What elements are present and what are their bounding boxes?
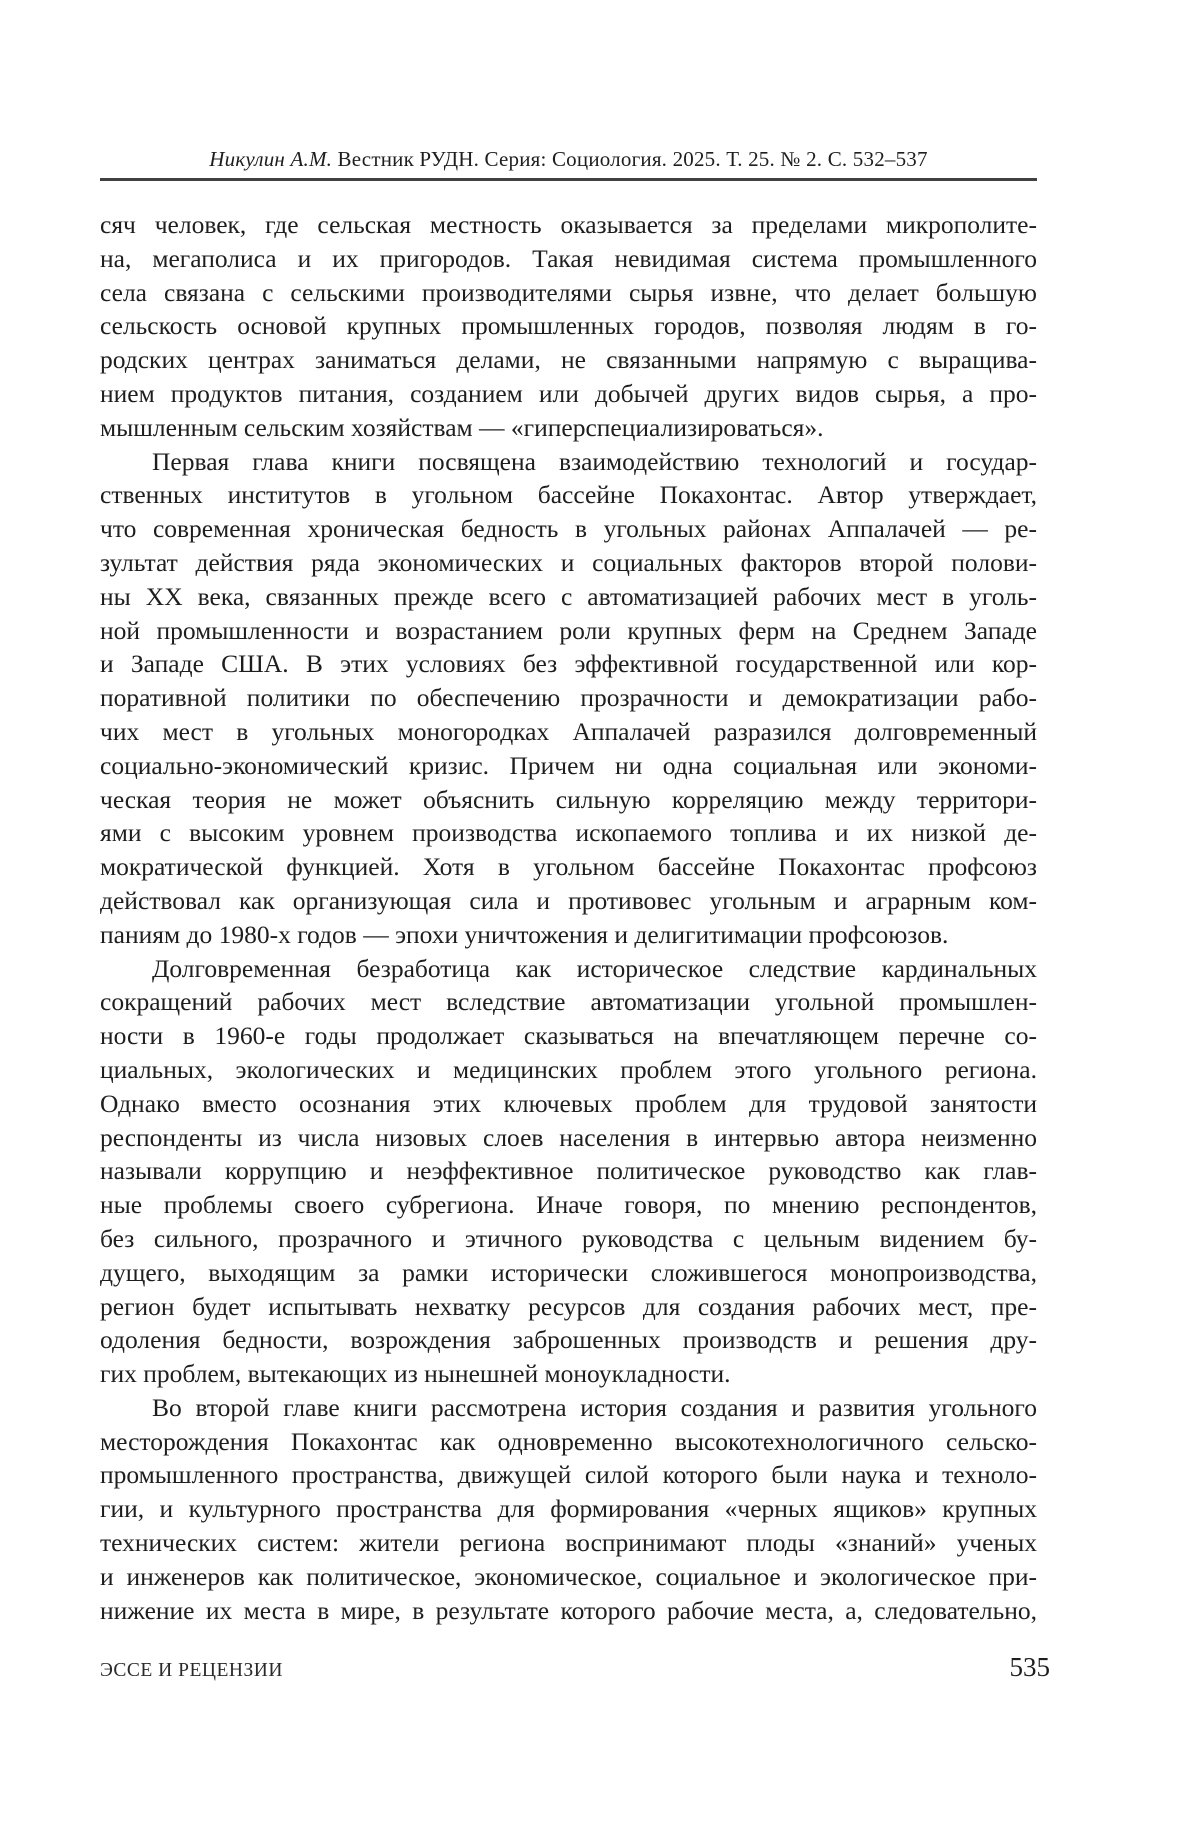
running-head bbox=[100, 146, 1037, 172]
text-line: ственных институтов в угольном бассейне Покахонтас. Автор утверждает, bbox=[100, 480, 1037, 510]
text-line: чих мест в угольных моногородках Аппалачей разразился долговременный bbox=[100, 716, 1037, 746]
text-line: зультат действия ряда экономических и социальных факторов второй полови- bbox=[100, 547, 1037, 577]
text-line: ности в 1960-е годы продолжает сказываться на впечатляющем перечне со- bbox=[100, 1021, 1037, 1051]
running-head-author: Никулин А.М. bbox=[209, 147, 333, 171]
running-head-citation: Вестник РУДН. Серия: Социология. 2025. Т. 25. № 2. С. 532–537 bbox=[332, 147, 928, 171]
text-line: что современная хроническая бедность в угольных районах Аппалачей — ре- bbox=[100, 514, 1037, 544]
text-line: ями с высоким уровнем производства ископаемого топлива и их низкой де- bbox=[100, 818, 1037, 848]
text-line: и Западе США. В этих условиях без эффективной государственной или кор- bbox=[100, 649, 1037, 679]
page-number: 535 bbox=[1009, 1652, 1050, 1682]
text-line: называли коррупцию и неэффективное политическое руководство как глав- bbox=[100, 1156, 1037, 1186]
text-line: одоления бедности, возрождения заброшенных производств и решения дру- bbox=[100, 1325, 1037, 1355]
footer-section-title: ЭССЕ И РЕЦЕНЗИИ bbox=[100, 1660, 283, 1681]
text-line: нием продуктов питания, созданием или добычей других видов сырья, а про- bbox=[100, 378, 1037, 408]
text-line: гих проблем, вытекающих из нынешней моноукладности. bbox=[100, 1359, 731, 1389]
text-line: и инженеров как политическое, экономическое, социальное и экологическое при- bbox=[100, 1561, 1037, 1591]
text-line: социально-экономический кризис. Причем ни одна социальная или экономи- bbox=[100, 750, 1037, 780]
text-line: гии, и культурного пространства для формирования «черных ящиков» крупных bbox=[100, 1494, 1037, 1524]
text-line: действовал как организующая сила и противовес угольным и аграрным ком- bbox=[100, 885, 1037, 915]
page-footer bbox=[100, 1652, 1050, 1683]
body-text bbox=[100, 208, 1037, 1627]
text-line: ные проблемы своего субрегиона. Иначе говоря, по мнению респондентов, bbox=[100, 1190, 1037, 1220]
text-line: паниям до 1980-х годов — эпохи уничтожения и делигитимации профсоюзов. bbox=[100, 919, 949, 949]
text-line: нижение их места в мире, в результате которого рабочие места, а, следовательно, bbox=[100, 1595, 1037, 1625]
text-line: сяч человек, где сельская местность оказывается за пределами микрополите- bbox=[100, 210, 1037, 239]
text-line: респонденты из числа низовых слоев населения в интервью автора неизменно bbox=[100, 1122, 1037, 1152]
text-line: промышленного пространства, движущей силой которого были наука и техноло- bbox=[100, 1460, 1037, 1490]
text-line: месторождения Покахонтас как одновременно высокотехнологичного сельско- bbox=[100, 1426, 1037, 1456]
text-line: родских центрах заниматься делами, не связанными напрямую с выращива- bbox=[100, 345, 1037, 375]
text-line: Первая глава книги посвящена взаимодействию технологий и государ- bbox=[152, 446, 1037, 476]
text-line: на, мегаполиса и их пригородов. Такая невидимая система промышленного bbox=[100, 243, 1037, 273]
header-rule bbox=[100, 178, 1037, 181]
text-line: дущего, выходящим за рамки исторически сложившегося монопроизводства, bbox=[100, 1257, 1037, 1287]
text-line: Однако вместо осознания этих ключевых проблем для трудовой занятости bbox=[100, 1088, 1037, 1118]
text-line: сельскость основой крупных промышленных городов, позволяя людям в го- bbox=[100, 311, 1037, 341]
text-line: Во второй главе книги рассмотрена история создания и развития угольного bbox=[152, 1392, 1037, 1422]
text-line: регион будет испытывать нехватку ресурсов для создания рабочих мест, пре- bbox=[100, 1291, 1037, 1321]
text-line: ны XX века, связанных прежде всего с автоматизацией рабочих мест в уголь- bbox=[100, 581, 1037, 611]
text-line: Долговременная безработица как историческое следствие кардинальных bbox=[152, 953, 1037, 983]
text-line: ной промышленности и возрастанием роли крупных ферм на Среднем Западе bbox=[100, 615, 1037, 645]
text-line: села связана с сельскими производителями сырья извне, что делает большую bbox=[100, 277, 1037, 307]
text-line: мышленным сельским хозяйствам — «гиперспециализироваться». bbox=[100, 412, 824, 442]
text-line: ческая теория не может объяснить сильную корреляцию между территори- bbox=[100, 784, 1037, 814]
text-line: без сильного, прозрачного и этичного руководства с цельным видением бу- bbox=[100, 1223, 1037, 1253]
text-line: поративной политики по обеспечению прозрачности и демократизации рабо- bbox=[100, 683, 1037, 713]
text-line: циальных, экологических и медицинских проблем этого угольного региона. bbox=[100, 1054, 1037, 1084]
text-line: технических систем: жители региона воспринимают плоды «знаний» ученых bbox=[100, 1528, 1037, 1558]
text-line: мократической функцией. Хотя в угольном бассейне Покахонтас профсоюз bbox=[100, 852, 1037, 882]
text-line: сокращений рабочих мест вследствие автоматизации угольной промышлен- bbox=[100, 987, 1037, 1017]
